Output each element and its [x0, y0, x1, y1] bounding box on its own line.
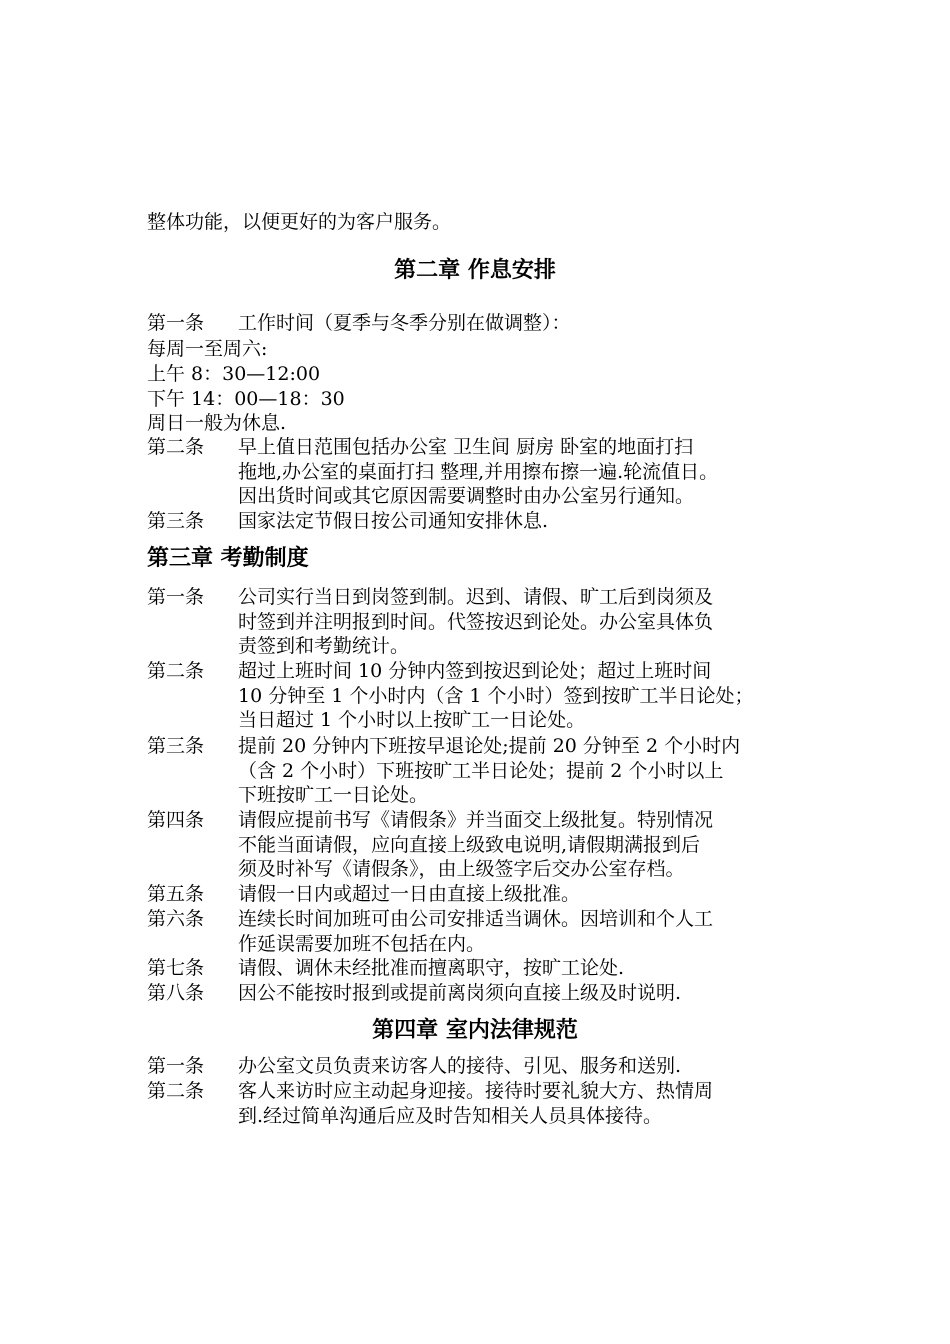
article-number: 第七条: [147, 957, 205, 979]
schedule-sunday: 周日一般为休息.: [147, 412, 287, 434]
schedule-weekdays: 每周一至周六:: [147, 338, 268, 360]
article-line: 提前 20 分钟内下班按早退论处;提前 20 分钟至 2 个小时内: [238, 735, 741, 757]
article-line: 客人来访时应主动起身迎接。接待时要礼貌大方、热情周: [238, 1080, 714, 1102]
ch2-article-3: [147, 509, 827, 534]
schedule-afternoon: 下午 14：00—18：30: [147, 388, 345, 410]
article-line: 须及时补写《请假条》，由上级签字后交办公室存档。: [238, 858, 685, 880]
article-line: 时签到并注明报到时间。代签按迟到论处。办公室具体负: [238, 610, 714, 633]
article-line: 请假一日内或超过一日由直接上级批准。: [238, 883, 581, 905]
ch3-article-4: [147, 808, 827, 882]
ch3-article-2: [147, 659, 827, 733]
article-line: 拖地,办公室的桌面打扫 整理,并用擦布擦一遍.轮流值日。: [238, 460, 719, 483]
chapter-3-title: 第三章 考勤制度: [147, 546, 309, 571]
chapter-4-title: 第四章 室内法律规范: [372, 1018, 578, 1043]
article-number: 第五条: [147, 883, 205, 905]
article-number: 第一条: [147, 312, 205, 334]
ch3-article-7: [147, 956, 827, 981]
ch3-article-6: [147, 907, 827, 956]
article-number: 第二条: [147, 1080, 205, 1102]
article-number: 第六条: [147, 908, 205, 930]
article-line: 早上值日范围包括办公室 卫生间 厨房 卧室的地面打扫: [238, 436, 694, 458]
article-line: 10 分钟至 1 个小时内（含 1 个小时）签到按旷工半日论处；: [238, 684, 754, 707]
article-line: 请假应提前书写《请假条》并当面交上级批复。特别情况: [238, 809, 714, 831]
article-line: 因公不能按时报到或提前离岗须向直接上级及时说明.: [238, 982, 682, 1004]
ch3-article-8: [147, 981, 827, 1006]
article-line: 不能当面请假，应向直接上级致电说明,请假期满报到后: [238, 833, 701, 856]
article-text: 工作时间（夏季与冬季分别在做调整）：: [238, 312, 571, 334]
article-line: 国家法定节假日按公司通知安排休息.: [238, 510, 549, 532]
ch3-article-1: [147, 585, 827, 659]
article-line: 请假、调休未经批准而擅离职守，按旷工论处.: [238, 957, 625, 979]
ch2-article-1: [147, 311, 827, 336]
article-number: 第八条: [147, 982, 205, 1004]
article-line: 办公室文员负责来访客人的接待、引见、服务和送别.: [238, 1055, 682, 1077]
ch4-article-1: [147, 1054, 827, 1079]
chapter-2-title: 第二章 作息安排: [394, 258, 556, 283]
article-line: 公司实行当日到岗签到制。迟到、请假、旷工后到岗须及: [238, 586, 714, 608]
schedule-morning: 上午 8：30—12:00: [147, 363, 321, 385]
article-line: 到.经过简单沟通后应及时告知相关人员具体接待。: [238, 1104, 663, 1127]
article-line: 超过上班时间 10 分钟内签到按迟到论处；超过上班时间: [238, 660, 712, 682]
article-line: 下班按旷工一日论处。: [238, 784, 429, 806]
article-line: 因出货时间或其它原因需要调整时由办公室另行通知。: [238, 485, 695, 507]
article-number: 第一条: [147, 1055, 205, 1077]
ch2-article-2: [147, 435, 827, 509]
intro-line: 整体功能，以便更好的为客户服务。: [147, 211, 452, 233]
article-line: 连续长时间加班可由公司安排适当调休。因培训和个人工: [238, 908, 714, 930]
ch3-article-5: [147, 882, 827, 907]
article-line: （含 2 个小时）下班按旷工半日论处；提前 2 个小时以上: [238, 759, 724, 782]
article-line: 责签到和考勤统计。: [238, 635, 410, 657]
article-line: 当日超过 1 个小时以上按旷工一日论处。: [238, 709, 586, 731]
article-line: 作延误需要加班不包括在内。: [238, 932, 486, 955]
article-number: 第三条: [147, 510, 205, 532]
article-number: 第二条: [147, 660, 205, 682]
ch4-article-2: [147, 1079, 827, 1128]
article-number: 第一条: [147, 586, 205, 608]
article-number: 第二条: [147, 436, 205, 458]
article-number: 第三条: [147, 735, 205, 757]
article-number: 第四条: [147, 809, 205, 831]
ch3-article-3: [147, 734, 827, 808]
